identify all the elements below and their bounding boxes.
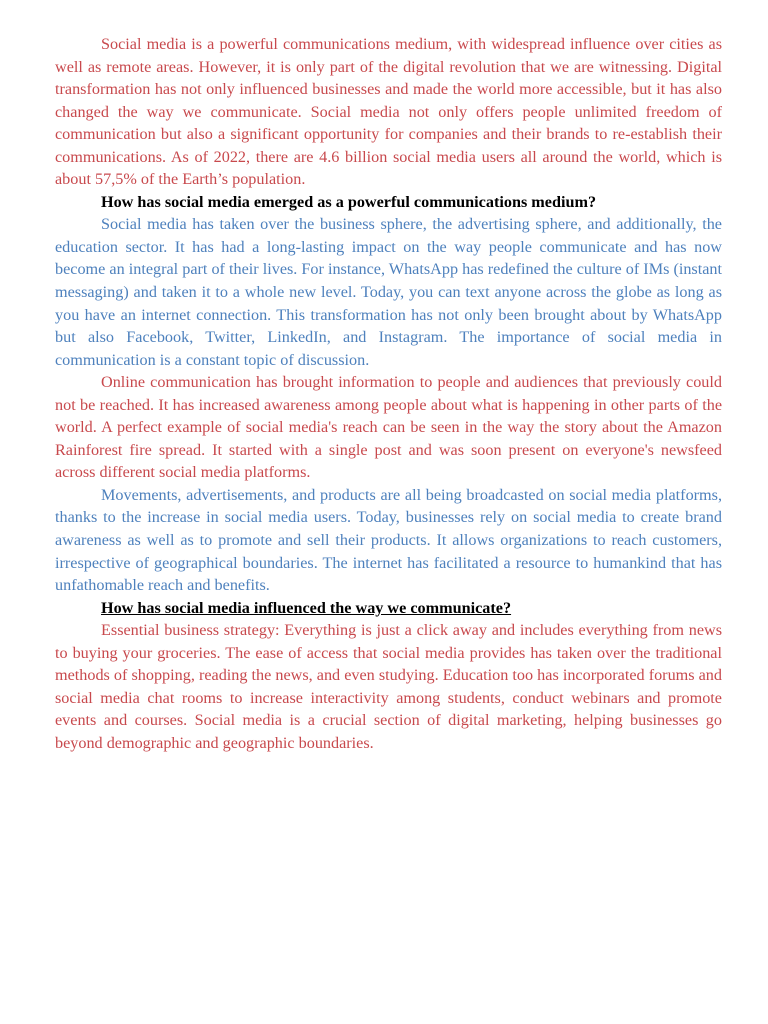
paragraph-business-sphere: Social media has taken over the business sphere, the advertising sphere, and additionally, the education sector. It has had a long-lasting impact on the way people communicate and has now become an integral part of their lives. For instance, WhatsApp has redefined the culture of IMs (instant messaging) and taken it to a whole new level. Today, you can text anyone across the globe as long as you have an internet connection. This transformation has not only been brought about by WhatsApp but also Facebook, Twitter, LinkedIn, and Instagram. The importance of social media in communication is a constant topic of discussion. — [55, 215, 722, 369]
paragraph-online-communication: Online communication has brought information to people and audiences that previously could not be reached. It has increased awareness among people about what is happening in other parts of the world. A perfect example of social media's reach can be seen in the way the story about the Amazon Rainforest fire spread. It started with a single post and was soon present on everyone's newsfeed across different social media platforms. — [55, 373, 722, 482]
paragraph-intro: Social media is a powerful communications medium, with widespread influence over cities as well as remote areas. However, it is only part of the digital revolution that we are witnessing. Digital transformation has not only influenced businesses and made the world more accessible, but it has also changed the way we communicate. Social media not only offers people unlimited freedom of communication but also a significant opportunity for companies and their brands to re-establish their communications. As of 2022, there are 4.6 billion social media users all around the world, which is about 57,5% of the Earth’s population. — [55, 35, 722, 189]
paragraph-movements: Movements, advertisements, and products are all being broadcasted on social media platforms, thanks to the increase in social media users. Today, businesses rely on social media to create brand awareness as well as to promote and sell their products. It allows organizations to reach customers, irrespective of geographical boundaries. The internet has facilitated a resource to humankind that has unfathomable reach and benefits. — [55, 485, 722, 595]
section-heading-influenced-text: How has social media influenced the way we communicate? — [101, 598, 512, 617]
section-heading-influenced — [55, 597, 722, 620]
paragraph-business-strategy: Essential business strategy: Everything is just a click away and includes everything from news to buying your groceries. The ease of access that social media provides has taken over the traditional methods of shopping, reading the news, and even studying. Education too has incorporated forums and social media chat rooms to increase interactivity among students, conduct webinars and promote events and courses. Social media is a crucial section of digital marketing, helping businesses go beyond demographic and geographic boundaries. — [55, 621, 722, 752]
section-heading-emerged: How has social media emerged as a powerful communications medium? — [101, 192, 597, 211]
